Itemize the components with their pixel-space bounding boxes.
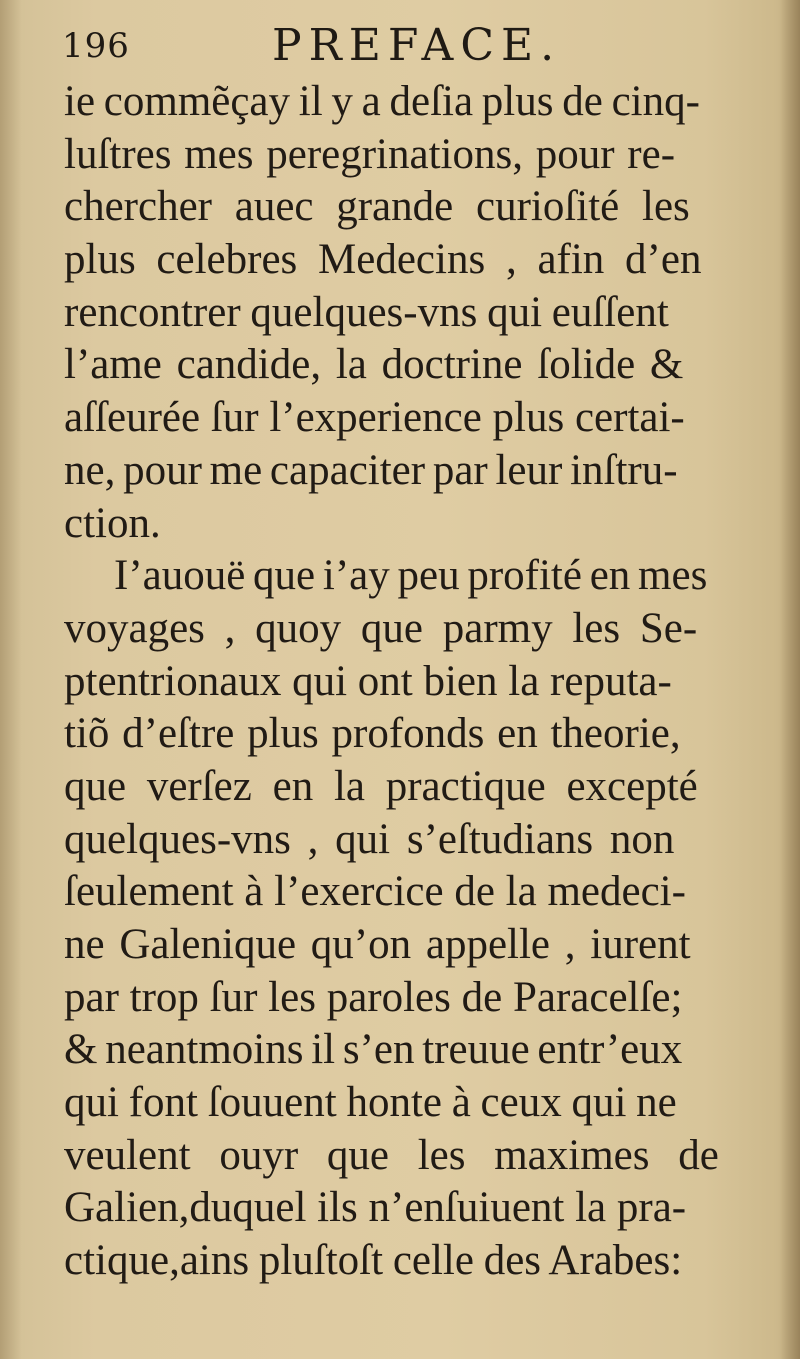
text-line: qui font ſouuent honte à ceux qui ne <box>64 1079 677 1127</box>
text-line: plus celebres Medecins , afin d’en <box>64 236 702 284</box>
page-title: PREFACE. <box>272 20 562 71</box>
text-line: ction. <box>64 499 161 547</box>
text-line: tiõ d’eſtre plus profonds en theorie, <box>64 710 681 758</box>
text-line: quelques-vns , qui s’eſtudians non <box>64 815 675 863</box>
text-line: ne Galenique qu’on appelle , iurent <box>64 921 691 968</box>
text-line: & neantmoins il s’en treuue entr’eux <box>64 1026 683 1074</box>
text-line: ne, pour me capaciter par leur inſtru- <box>64 446 678 494</box>
binding-shadow <box>0 0 22 1359</box>
text-line: ctique,ains pluſtoſt celle des Arabes: <box>64 1237 683 1285</box>
text-line: ie commẽçay il y a deſia plus de cinq- <box>64 78 700 125</box>
paragraph-start-line: I’auouë que i’ay peu profité en mes <box>114 552 708 600</box>
running-head <box>62 18 702 78</box>
text-line: Galien,duquel ils n’enſuiuent la pra- <box>64 1184 687 1232</box>
text-line: l’ame candide, la doctrine ſolide & <box>64 341 684 389</box>
text-line: ſeulement à l’exercice de la medeci- <box>64 868 686 916</box>
text-line: chercher auec grande curioſité les <box>64 183 690 231</box>
text-line: rencontrer quelques-vns qui euſſent <box>64 288 669 336</box>
page-number: 196 <box>62 26 130 66</box>
text-line: aſſeurée ſur l’experience plus certai- <box>64 394 685 442</box>
text-line: voyages , quoy que parmy les Se- <box>64 604 698 652</box>
text-line: que verſez en la practique excepté <box>64 762 698 810</box>
body-text <box>64 76 734 1288</box>
text-line: luſtres mes peregrinations, pour re- <box>64 130 676 178</box>
text-line: ptentrionaux qui ont bien la reputa- <box>64 657 672 705</box>
text-line: veulent ouyr que les maximes de <box>64 1131 719 1179</box>
text-line: par trop ſur les paroles de Paracelſe; <box>64 973 683 1021</box>
page-edge <box>780 0 800 1359</box>
